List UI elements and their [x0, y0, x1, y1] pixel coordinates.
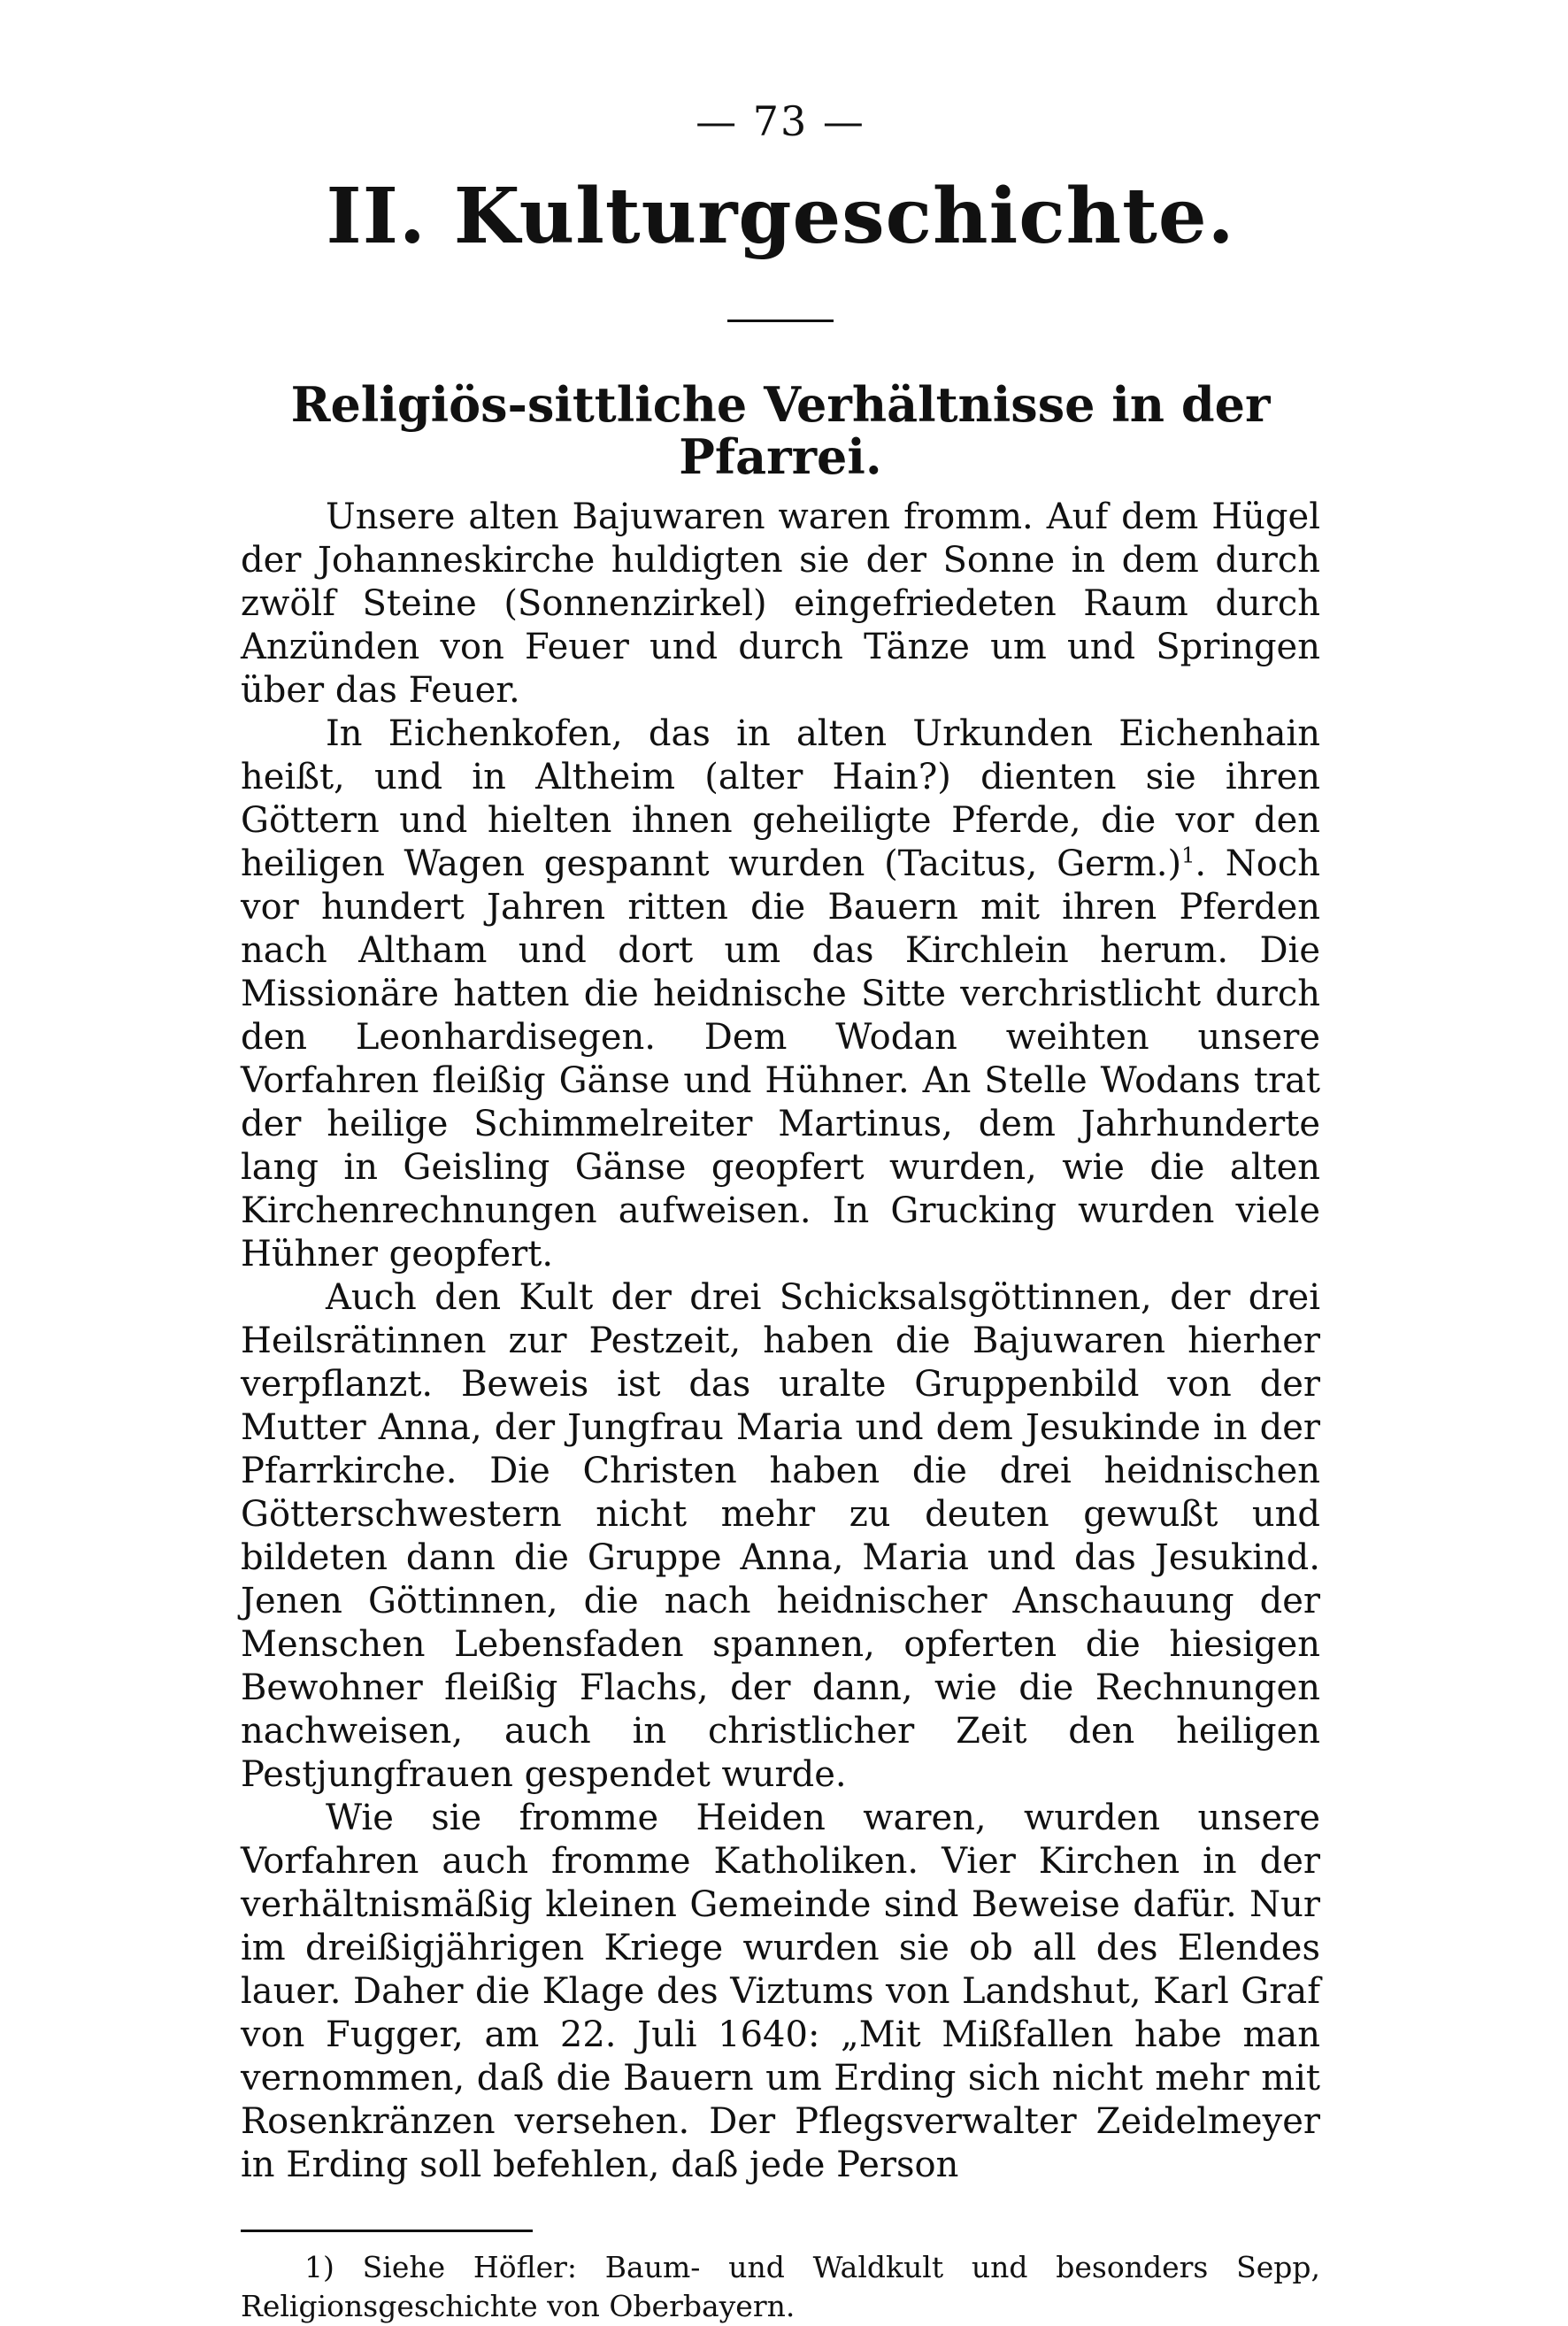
- footnote-reference: 1: [1181, 843, 1195, 869]
- paragraph-4: Wie sie fromme Heiden waren, wurden unsere Vorfahren auch fromme Katholiken. Vier Kirchen in der verhältnismäßig kleinen Gemeinde sind Beweise dafür. Nur im dreißigjährigen Kriege wurden sie ob all des Elendes lauer. Daher die Klage des Viztums von Landshut, Karl Graf von Fugger, am 22. Juli 1640: „Mit Mißfallen habe man vernommen, daß die Bauern um Erding sich nicht mehr mit Rosenkränzen versehen. Der Pflegsverwalter Zeidelmeyer in Erding soll befehlen, daß jede Person: [241, 1798, 1320, 2186]
- footnote: [241, 2248, 1320, 2326]
- title-divider: [727, 320, 834, 322]
- footnote-divider: [241, 2230, 533, 2232]
- footnote-text: Siehe Höfler: Baum- und Waldkult und besonders Sepp, Religionsgeschichte von Oberbayern.: [241, 2250, 1321, 2324]
- chapter-title: II. Kulturgeschichte.: [326, 172, 1235, 261]
- body-text: [241, 496, 1320, 2187]
- footnote-marker: 1): [304, 2250, 334, 2285]
- paragraph-3: Auch den Kult der drei Schicksalsgöttinnen, der drei Heilsrätinnen zur Pestzeit, haben die Bajuwaren hierher verpflanzt. Beweis ist das uralte Gruppenbild von der Mutter Anna, der Jungfrau Maria und dem Jesukinde in der Pfarrkirche. Die Christen haben die drei heidnischen Götterschwestern nicht mehr zu deuten gewußt und bildeten dann die Gruppe Anna, Maria und das Jesukind. Jenen Göttinnen, die nach heidnischer Anschauung der Menschen Lebensfaden spannen, opferten die hiesigen Bewohner fleißig Flachs, der dann, wie die Rechnungen nachweisen, auch in christlicher Zeit den heiligen Pestjungfrauen gespendet wurde.: [241, 1277, 1320, 1796]
- section-title: Religiös-sittliche Verhältnisse in der Pfarrei.: [290, 375, 1271, 485]
- paragraph-2: [241, 712, 1320, 1276]
- book-page: [241, 97, 1320, 2326]
- paragraph-2-text: In Eichenkofen, das in alten Urkunden Eichenhain heißt, und in Altheim (alter Hain?) dienten sie ihren Göttern und hielten ihnen geheiligte Pferde, die vor den heiligen Wagen gespannt wurden (Tacitus, Germ.): [241, 713, 1320, 885]
- paragraph-1: Unsere alten Bajuwaren waren fromm. Auf dem Hügel der Johanneskirche huldigten sie der Sonne in dem durch zwölf Steine (Sonnenzirkel) eingefriedeten Raum durch Anzünden von Feuer und durch Tänze um und Springen über das Feuer.: [241, 497, 1320, 712]
- page-number: — 73 —: [696, 97, 865, 145]
- paragraph-2-tail: . Noch vor hundert Jahren ritten die Bauern mit ihren Pferden nach Altham und dort um das Kirchlein herum. Die Missionäre hatten die heidnische Sitte verchristlicht durch den Leonhardisegen. Dem Wodan weihten unsere Vorfahren fleißig Gänse und Hühner. An Stelle Wodans trat der heilige Schimmelreiter Martinus, dem Jahrhunderte lang in Geisling Gänse geopfert wurden, wie die alten Kirchenrechnungen aufweisen. In Grucking wurden viele Hühner geopfert.: [241, 843, 1320, 1275]
